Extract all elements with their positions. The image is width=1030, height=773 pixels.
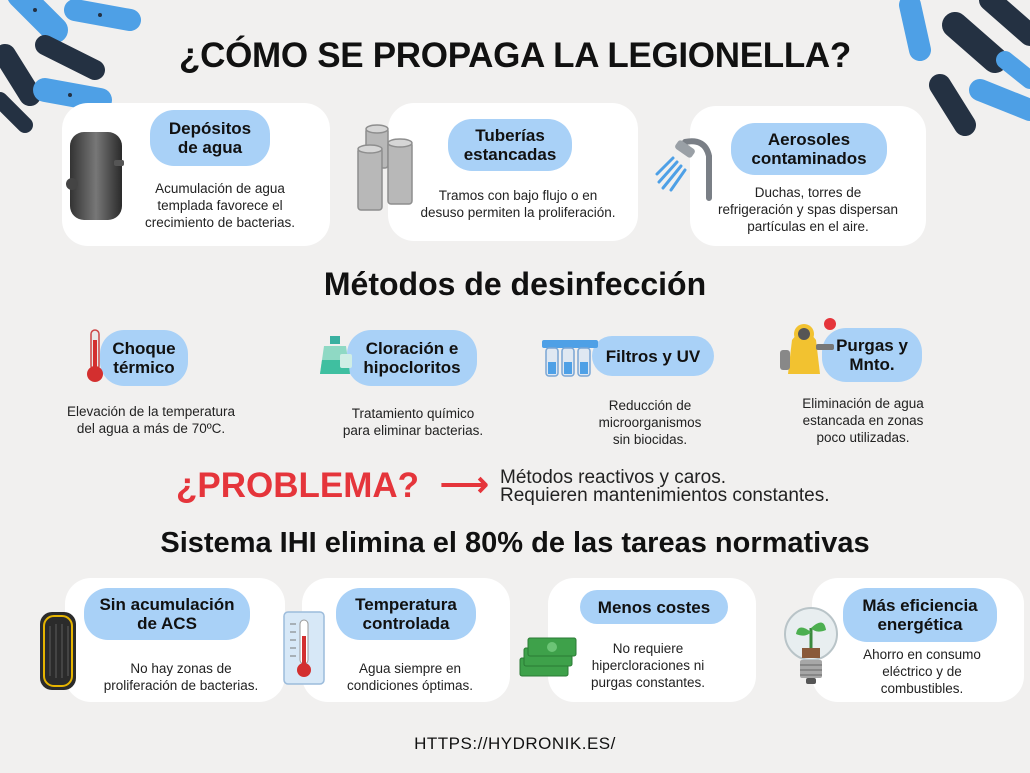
benefit-pill-costs: Menos costes	[580, 590, 728, 624]
propagation-desc-aerosols: Duchas, torres de refrigeración y spas dispersan partículas en el aire.	[717, 185, 899, 234]
methods-title: Métodos de desinfección	[323, 266, 707, 302]
money-icon	[516, 632, 580, 680]
pipes-icon	[356, 124, 418, 214]
benefit-pill-no-accumulation: Sin acumulación de ACS	[84, 588, 250, 640]
propagation-pill-pipes: Tuberías estancadas	[448, 119, 572, 171]
shower-icon	[653, 136, 717, 202]
propagation-desc-tanks: Acumulación de agua templada favorece el crecimiento de bacterias.	[144, 181, 296, 230]
hazmat-worker-icon	[778, 316, 840, 376]
benefit-desc-efficiency: Ahorro en consumo eléctrico y de combustibles.	[863, 647, 981, 696]
thermometer-icon	[84, 328, 106, 384]
method-pill-chlorination: Cloración e hipocloritos	[347, 330, 477, 386]
thermometer-gauge-icon	[282, 610, 326, 686]
method-desc-thermal: Elevación de la temperatura del agua a más de 70ºC.	[66, 404, 236, 436]
chemical-bottle-icon	[318, 334, 354, 378]
problem-line-1: Métodos reactivos y caros.	[500, 467, 726, 488]
method-desc-purges: Eliminación de agua estancada en zonas poco utilizadas.	[802, 396, 924, 445]
method-desc-chlorination: Tratamiento químico para eliminar bacterias.	[342, 406, 484, 438]
benefit-desc-no-accumulation: No hay zonas de proliferación de bacterias.	[103, 661, 259, 693]
method-pill-filters: Filtros y UV	[592, 336, 714, 376]
propagation-pill-tanks: Depósitos de agua	[150, 110, 270, 166]
benefit-pill-temperature: Temperatura controlada	[336, 588, 476, 640]
eco-bulb-icon	[782, 604, 840, 690]
tank-icon	[36, 610, 80, 692]
water-tank-icon	[64, 130, 126, 222]
system-title: Sistema IHI elimina el 80% de las tareas normativas	[160, 527, 870, 559]
arrow-right-icon: ⟶	[440, 466, 489, 504]
problem-line-2: Requieren mantenimientos constantes.	[500, 485, 830, 506]
benefit-desc-temperature: Agua siempre en condiciones óptimas.	[346, 661, 474, 693]
benefit-desc-costs: No requiere hipercloraciones ni purgas constantes.	[590, 641, 706, 690]
propagation-pill-aerosols: Aerosoles contaminados	[731, 123, 887, 175]
footer-url[interactable]: HTTPS://HYDRONIK.ES/	[414, 734, 616, 753]
method-pill-thermal: Choque térmico	[100, 330, 188, 386]
method-desc-filters: Reducción de microorganismos sin biocidas.	[598, 398, 702, 447]
propagation-desc-pipes: Tramos con bajo flujo o en desuso permiten la proliferación.	[420, 188, 616, 220]
page-title: ¿CÓMO SE PROPAGA LA LEGIONELLA?	[179, 36, 851, 75]
method-pill-purges: Purgas y Mnto.	[822, 328, 922, 382]
filter-icon	[540, 336, 600, 382]
benefit-pill-efficiency: Más eficiencia energética	[843, 588, 997, 642]
problem-label: ¿PROBLEMA?	[176, 466, 420, 505]
